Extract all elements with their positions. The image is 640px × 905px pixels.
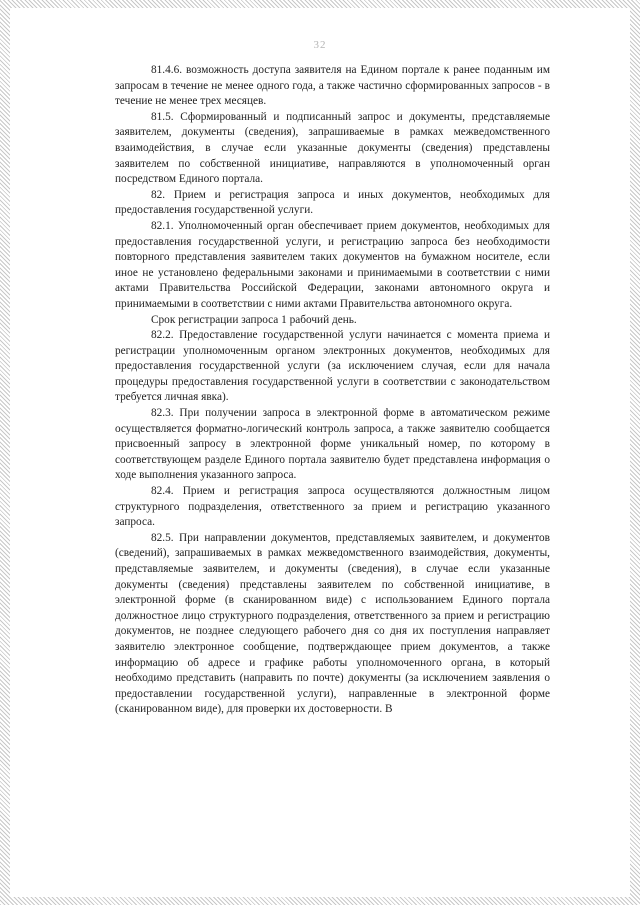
paragraph-registration-term: Срок регистрации запроса 1 рабочий день. xyxy=(151,313,357,326)
paragraph-82-1: 82.1. Уполномоченный орган обеспечивает прием документов, необходимых для предоставления государственной услуги, и регистрацию запроса без необходимости повторного представления заявителем таких документов на бумажном носителе, если иное не установлено федеральными законами и принимаемыми в соответствии с ними актами Правительства Российской Федерации, законами автономного округа и принимаемыми в соответствии с ними актами Правительства автономного округа. xyxy=(115,219,550,310)
paragraph-81-5: 81.5. Сформированный и подписанный запрос и документы, представляемые заявителем, документы (сведения), запрашиваемые в рамках межведомственного взаимодействия, в случае если указанные документы (сведения) представлены заявителем по собственной инициативе, направляются в уполномоченный орган посредством Единого портала. xyxy=(115,110,550,186)
paragraph-82-2: 82.2. Предоставление государственной услуги начинается с момента приема и регистрации уполномоченным органом электронных документов, необходимых для предоставления государственной услуги (за исключением случая, если для начала процедуры предоставления государственной услуги в соответствии с законодательством требуется личная явка). xyxy=(115,329,550,404)
document-page[interactable] xyxy=(10,8,630,897)
paragraph-81-4-6: 81.4.6. возможность доступа заявителя на Едином портале к ранее поданным им запросам в течение не менее одного года, а также частично сформированных запросов - в течение не менее трех месяцев. xyxy=(115,64,550,108)
paragraph-82-5: 82.5. При направлении документов, представляемых заявителем, и документов (сведений), запрашиваемых в рамках межведомственного взаимодействия, документы, представляемые заявителем, и документы (сведения), в случае если указанные документы (сведения) представлены заявителем по собственной инициативе, в электронной форме (в сканированном виде) с использованием Единого портала должностное лицо структурного подразделения, ответственного за прием и регистрацию документов, не позднее следующего рабочего дня со дня их поступления направляет заявителю электронное сообщение, подтверждающее прием документов, а также информацию об адресе и графике работы уполномоченного органа, в который необходимо представить (направить по почте) документы (за исключением заявления о предоставлении государственной услуги), направленные в электронной форме (сканированном виде), для проверки их достоверности. В xyxy=(115,531,550,716)
paragraph-82-4: 82.4. Прием и регистрация запроса осуществляются должностным лицом структурного подразделения, ответственного за прием и регистрацию указанного запроса. xyxy=(115,485,550,529)
paragraph-82-3: 82.3. При получении запроса в электронной форме в автоматическом режиме осуществляется форматно-логический контроль запроса, а также заявителю сообщается присвоенный запросу в электронной форме уникальный номер, по которому в соответствующем разделе Единого портала заявителю будет представлена информация о ходе выполнения указанного запроса. xyxy=(115,407,550,482)
document-body xyxy=(115,63,550,718)
paragraph-82: 82. Прием и регистрация запроса и иных документов, необходимых для предоставления государственной услуги. xyxy=(115,188,550,217)
page-number: 32 xyxy=(313,39,327,51)
